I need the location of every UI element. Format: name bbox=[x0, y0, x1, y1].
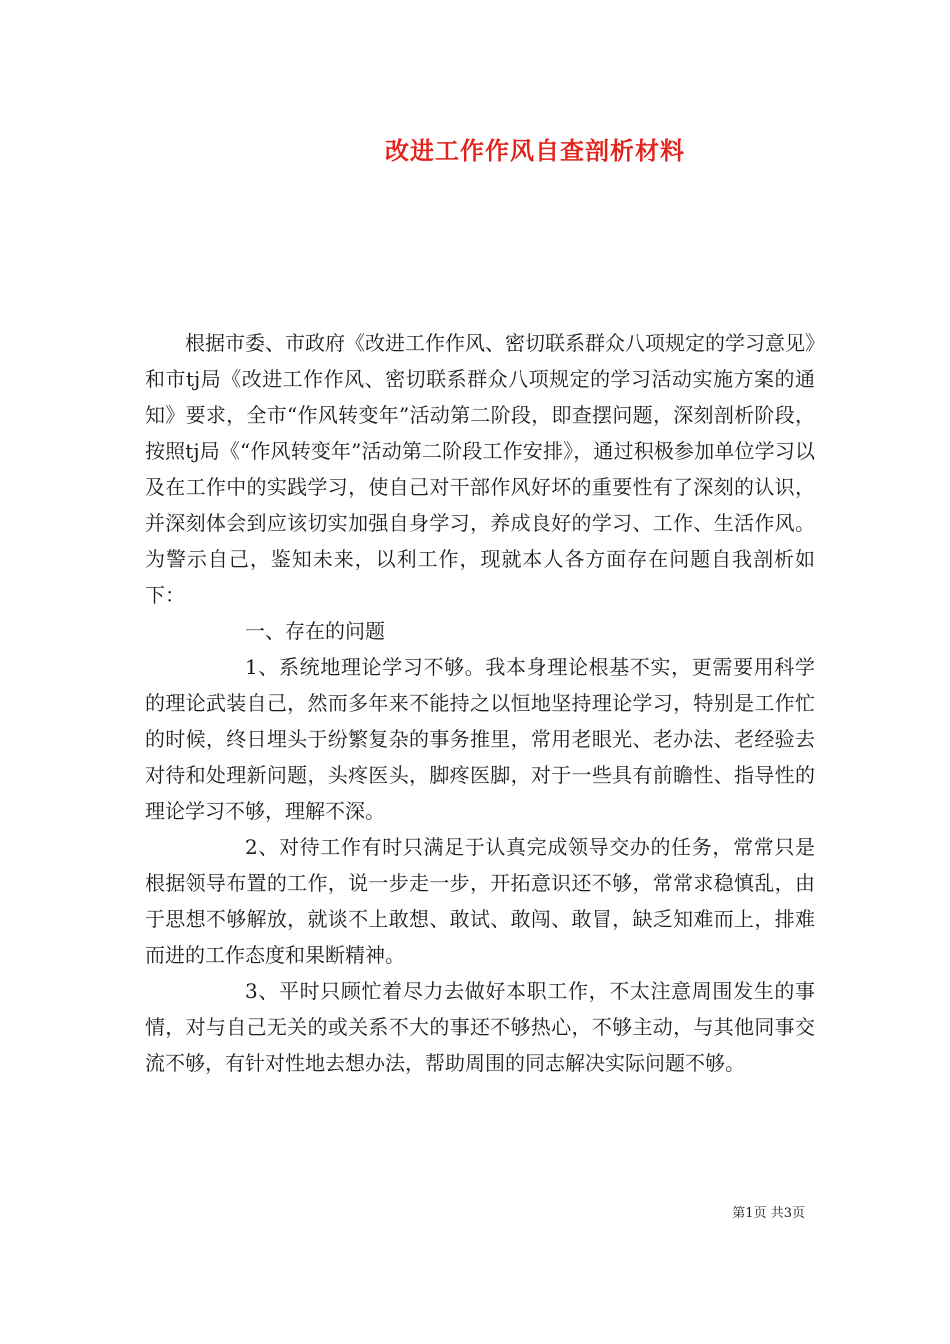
footer-middle: 页 共 bbox=[753, 1206, 784, 1221]
footer-current-page: 1 bbox=[745, 1206, 754, 1221]
document-body bbox=[145, 325, 815, 1081]
footer-total-pages: 3 bbox=[783, 1206, 792, 1221]
footer-prefix: 第 bbox=[732, 1206, 746, 1221]
page-number-footer bbox=[732, 1204, 805, 1224]
document-title: 改进工作作风自查剖析材料 bbox=[385, 137, 685, 165]
issue-paragraph-1: 1、系统地理论学习不够。我本身理论根基不实，更需要用科学的理论武装自己，然而多年来不能持之以恒地坚持理论学习，特别是工作忙的时候，终日埋头于纷繁复杂的事务推里，常用老眼光、老办法、老经验去对待和处理新问题，头疼医头，脚疼医脚，对于一些具有前瞻性、指导性的理论学习不够，理解不深。 bbox=[145, 655, 815, 823]
section-heading: 一、存在的问题 bbox=[245, 619, 385, 643]
issue-paragraph-3: 3、平时只顾忙着尽力去做好本职工作，不太注意周围发生的事情，对与自己无关的或关系不大的事还不够热心，不够主动，与其他同事交流不够，有针对性地去想办法，帮助周围的同志解决实际问题不够。 bbox=[145, 979, 815, 1075]
footer-suffix: 页 bbox=[791, 1206, 805, 1221]
intro-paragraph: 根据市委、市政府《改进工作作风、密切联系群众八项规定的学习意见》和市tj局《改进工作作风、密切联系群众八项规定的学习活动实施方案的通知》要求，全市“作风转变年”活动第二阶段，即查摆问题，深刻剖析阶段，按照tj局《“作风转变年”活动第二阶段工作安排》，通过积极参加单位学习以及在工作中的实践学习，使自己对干部作风好坏的重要性有了深刻的认识，并深刻体会到应该切实加强自身学习，养成良好的学习、工作、生活作风。为警示自己，鉴知未来，以利工作，现就本人各方面存在问题自我剖析如下： bbox=[145, 331, 815, 607]
issue-paragraph-2: 2、对待工作有时只满足于认真完成领导交办的任务，常常只是根据领导布置的工作，说一步走一步，开拓意识还不够，常常求稳慎乱，由于思想不够解放，就谈不上敢想、敢试、敢闯、敢冒，缺乏知难而上，排难而进的工作态度和果断精神。 bbox=[145, 835, 815, 967]
